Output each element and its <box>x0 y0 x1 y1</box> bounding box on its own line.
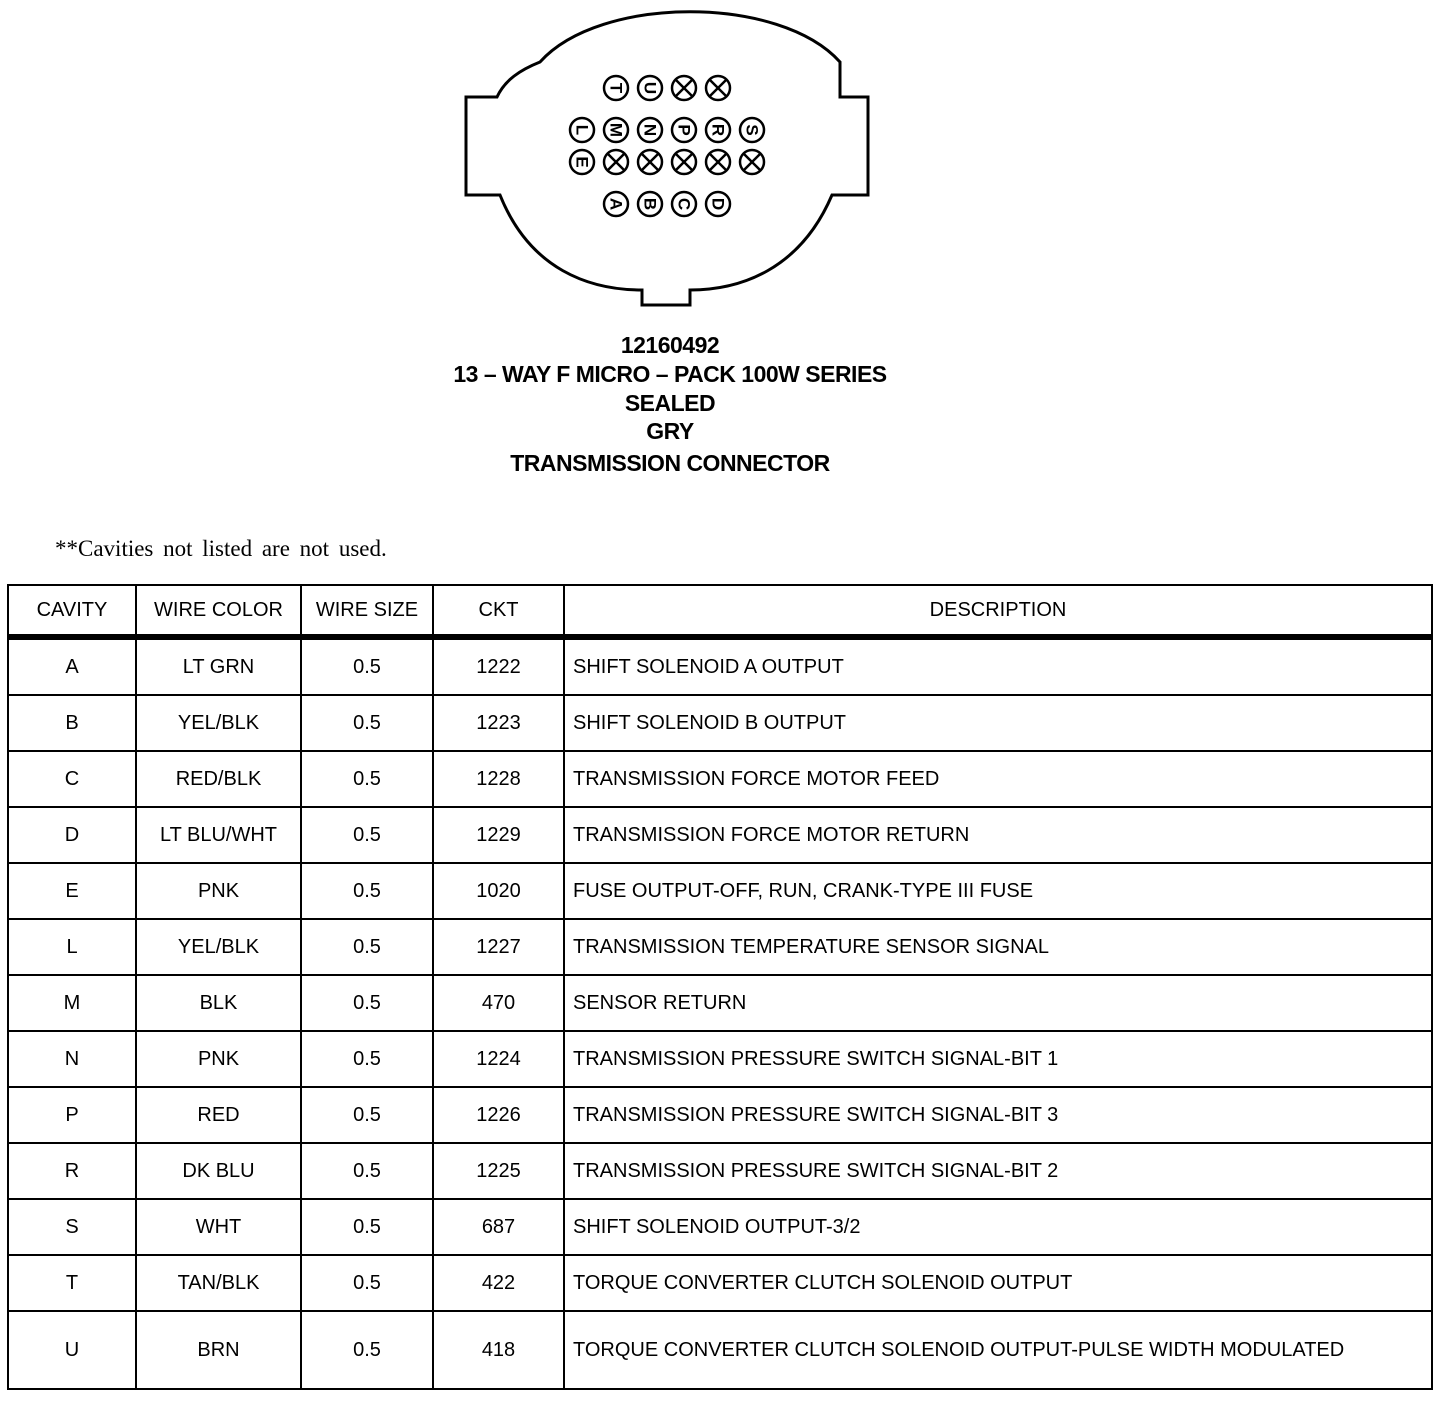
wire-size-cell: 0.5 <box>301 1087 433 1143</box>
unused-cavity-plug <box>672 150 696 174</box>
description-cell: TRANSMISSION FORCE MOTOR FEED <box>564 751 1432 807</box>
cavity-cell: R <box>8 1143 136 1199</box>
part-number: 12160492 <box>620 332 720 358</box>
wire-size-cell: 0.5 <box>301 1031 433 1087</box>
wire-color-cell: RED/BLK <box>136 751 301 807</box>
ckt-cell: 1226 <box>433 1087 564 1143</box>
cavity-pin-e <box>570 150 594 174</box>
table-row <box>8 807 1432 863</box>
cavity-pin-s <box>740 118 764 142</box>
wire-color-cell: WHT <box>136 1199 301 1255</box>
table-row <box>8 751 1432 807</box>
cavity-cell: P <box>8 1087 136 1143</box>
wire-size-cell: 0.5 <box>301 1311 433 1389</box>
connector-outline <box>466 12 868 305</box>
description-cell: TRANSMISSION FORCE MOTOR RETURN <box>564 807 1432 863</box>
wire-color-cell: BLK <box>136 975 301 1031</box>
cavity-label: E <box>572 156 592 168</box>
cavity-pin-a <box>604 192 628 216</box>
cavity-pin-n <box>638 118 662 142</box>
cavity-label: M <box>606 122 626 138</box>
table-row <box>8 1143 1432 1199</box>
wire-color-cell: YEL/BLK <box>136 919 301 975</box>
wire-size-cell: 0.5 <box>301 751 433 807</box>
cavity-label: R <box>708 123 728 137</box>
table-row <box>8 1031 1432 1087</box>
description-cell: TORQUE CONVERTER CLUTCH SOLENOID OUTPUT <box>564 1255 1432 1311</box>
wire-color-cell: LT BLU/WHT <box>136 807 301 863</box>
description-cell: TRANSMISSION PRESSURE SWITCH SIGNAL-BIT 3 <box>564 1087 1432 1143</box>
connector-name: TRANSMISSION CONNECTOR <box>510 450 830 476</box>
cavity-label: C <box>674 197 694 211</box>
ckt-cell: 687 <box>433 1199 564 1255</box>
ckt-cell: 1227 <box>433 919 564 975</box>
wire-size-cell: 0.5 <box>301 919 433 975</box>
ckt-cell: 1020 <box>433 863 564 919</box>
wire-color-cell: TAN/BLK <box>136 1255 301 1311</box>
table-header-row <box>8 585 1432 637</box>
cavity-cell: C <box>8 751 136 807</box>
description-cell: TRANSMISSION PRESSURE SWITCH SIGNAL-BIT 2 <box>564 1143 1432 1199</box>
wire-size-cell: 0.5 <box>301 863 433 919</box>
cavity-cell: B <box>8 695 136 751</box>
wire-size-cell: 0.5 <box>301 1255 433 1311</box>
cavity-cell: E <box>8 863 136 919</box>
pinout-table <box>7 584 1433 1390</box>
cavity-label: P <box>674 124 694 136</box>
cavity-pin-r <box>706 118 730 142</box>
connector-color: GRY <box>646 418 694 444</box>
wire-color-cell: YEL/BLK <box>136 695 301 751</box>
cavity-cell: L <box>8 919 136 975</box>
description-cell: FUSE OUTPUT-OFF, RUN, CRANK-TYPE III FUSE <box>564 863 1432 919</box>
cavity-cell: D <box>8 807 136 863</box>
table-row <box>8 863 1432 919</box>
unused-cavity-plug <box>740 150 764 174</box>
cavity-pin-t <box>604 76 628 100</box>
ckt-cell: 1228 <box>433 751 564 807</box>
description-cell: TRANSMISSION PRESSURE SWITCH SIGNAL-BIT 1 <box>564 1031 1432 1087</box>
cavities-note: **Cavities not listed are not used. <box>55 536 387 561</box>
unused-cavity-plug <box>604 150 628 174</box>
ckt-cell: 422 <box>433 1255 564 1311</box>
ckt-cell: 1222 <box>433 637 564 695</box>
wire-color-cell: PNK <box>136 1031 301 1087</box>
header-cavity: CAVITY <box>8 585 136 637</box>
header-description: DESCRIPTION <box>564 585 1432 637</box>
ckt-cell: 1229 <box>433 807 564 863</box>
cavity-label: U <box>640 81 660 95</box>
ckt-cell: 1225 <box>433 1143 564 1199</box>
wire-color-cell: PNK <box>136 863 301 919</box>
description-cell: SHIFT SOLENOID OUTPUT-3/2 <box>564 1199 1432 1255</box>
wire-size-cell: 0.5 <box>301 807 433 863</box>
ckt-cell: 1223 <box>433 695 564 751</box>
description-cell: SHIFT SOLENOID A OUTPUT <box>564 637 1432 695</box>
cavity-label: A <box>606 197 626 211</box>
cavity-cell: U <box>8 1311 136 1389</box>
cavity-pin-p <box>672 118 696 142</box>
description-cell: SHIFT SOLENOID B OUTPUT <box>564 695 1432 751</box>
unused-cavity-plug <box>706 150 730 174</box>
unused-cavity-plug <box>672 76 696 100</box>
table-row <box>8 1311 1432 1389</box>
wire-size-cell: 0.5 <box>301 637 433 695</box>
table-row <box>8 695 1432 751</box>
cavity-pin-c <box>672 192 696 216</box>
cavity-cell: N <box>8 1031 136 1087</box>
connector-series: 13 – WAY F MICRO – PACK 100W SERIES <box>453 361 887 387</box>
wire-size-cell: 0.5 <box>301 695 433 751</box>
table-row <box>8 1199 1432 1255</box>
description-cell: SENSOR RETURN <box>564 975 1432 1031</box>
cavity-cell: A <box>8 637 136 695</box>
ckt-cell: 1224 <box>433 1031 564 1087</box>
cavity-label: S <box>742 124 762 136</box>
unused-cavity-plug <box>638 150 662 174</box>
cavity-label: L <box>572 124 592 136</box>
wire-color-cell: LT GRN <box>136 637 301 695</box>
ckt-cell: 470 <box>433 975 564 1031</box>
table-row <box>8 637 1432 695</box>
connector-seal: SEALED <box>624 390 716 416</box>
table-row <box>8 919 1432 975</box>
cavity-pin-m <box>604 118 628 142</box>
cavity-label: D <box>708 197 728 211</box>
unused-cavity-plug <box>706 76 730 100</box>
cavity-pin-u <box>638 76 662 100</box>
wire-color-cell: RED <box>136 1087 301 1143</box>
description-cell: TORQUE CONVERTER CLUTCH SOLENOID OUTPUT-PULSE WIDTH MODULATED <box>564 1311 1432 1389</box>
cavity-pin-b <box>638 192 662 216</box>
table-row <box>8 1087 1432 1143</box>
table-row <box>8 1255 1432 1311</box>
description-cell: TRANSMISSION TEMPERATURE SENSOR SIGNAL <box>564 919 1432 975</box>
wire-color-cell: BRN <box>136 1311 301 1389</box>
cavity-cell: M <box>8 975 136 1031</box>
ckt-cell: 418 <box>433 1311 564 1389</box>
wire-size-cell: 0.5 <box>301 1199 433 1255</box>
wire-size-cell: 0.5 <box>301 1143 433 1199</box>
cavity-label: T <box>606 82 626 94</box>
cavity-label: B <box>640 197 660 211</box>
table-row <box>8 975 1432 1031</box>
wire-size-cell: 0.5 <box>301 975 433 1031</box>
cavity-pin-l <box>570 118 594 142</box>
cavity-cell: S <box>8 1199 136 1255</box>
header-wire-color: WIRE COLOR <box>136 585 301 637</box>
cavity-pin-d <box>706 192 730 216</box>
header-wire-size: WIRE SIZE <box>301 585 433 637</box>
wire-color-cell: DK BLU <box>136 1143 301 1199</box>
cavity-label: N <box>640 123 660 137</box>
cavity-cell: T <box>8 1255 136 1311</box>
header-ckt: CKT <box>433 585 564 637</box>
